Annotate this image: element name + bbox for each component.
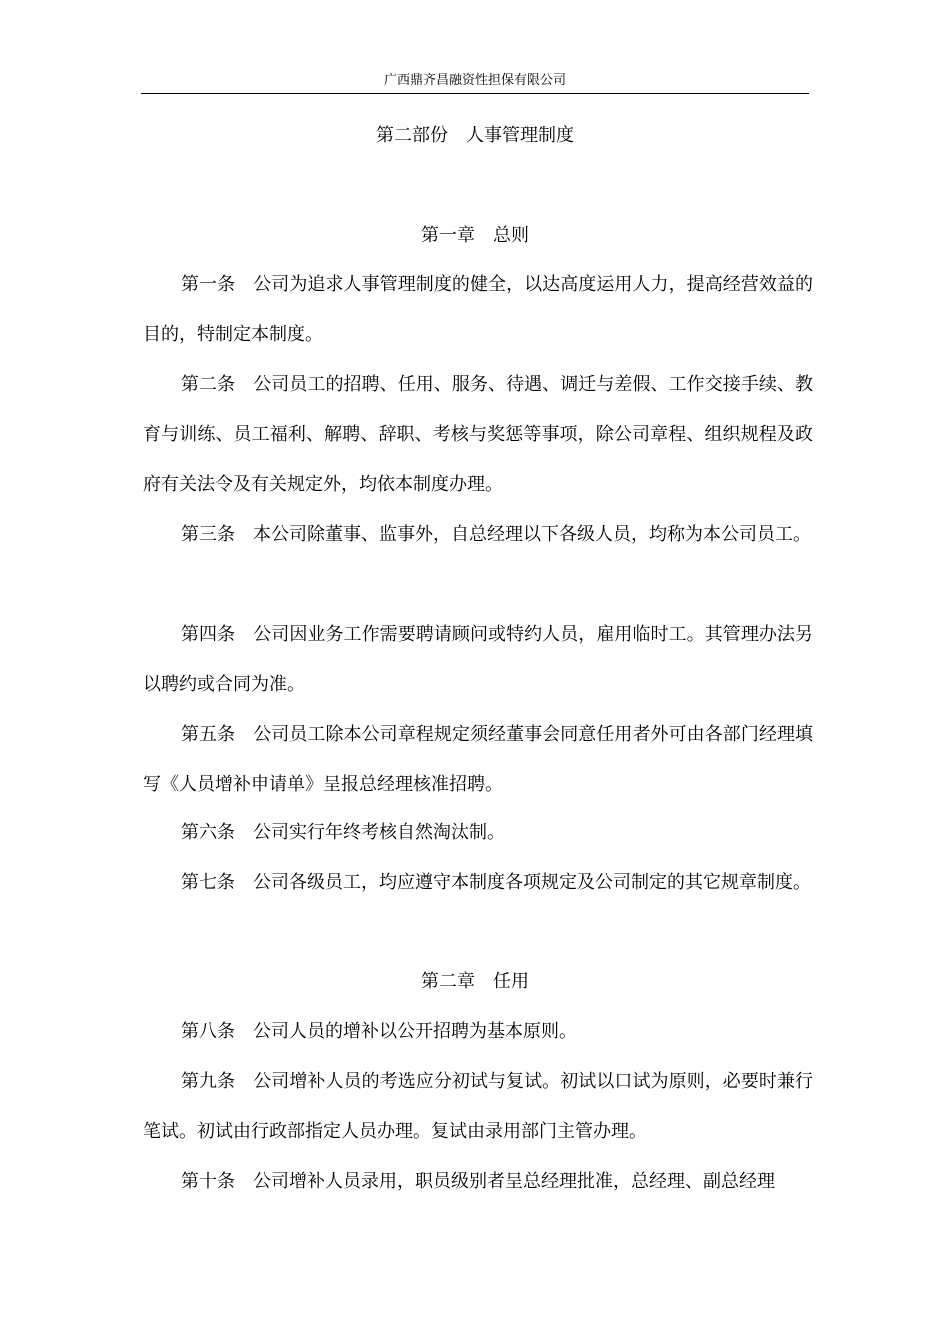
page-header-company: 广西鼎齐昌融资性担保有限公司 — [383, 73, 566, 88]
article-text: 公司增补人员录用，职员级别者呈总经理批准，总经理、副总经理 — [253, 1171, 775, 1192]
article-number: 第九条 — [181, 1071, 236, 1092]
part-title: 第二部份 人事管理制度 — [376, 125, 574, 146]
article-text: 公司各级员工，均应遵守本制度各项规定及公司制定的其它规章制度。 — [253, 872, 811, 893]
article-text: 公司人员的增补以公开招聘为基本原则。 — [253, 1021, 577, 1042]
article-1 — [143, 260, 813, 360]
article-number: 第三条 — [181, 524, 235, 545]
article-4 — [143, 610, 813, 710]
header-divider — [141, 93, 809, 94]
article-text: 公司因业务工作需要聘请顾问或特约人员，雇用临时工。其管理办法另以聘约或合同为准。 — [143, 624, 814, 695]
article-3 — [143, 510, 813, 560]
article-9 — [143, 1057, 813, 1157]
article-number: 第一条 — [181, 274, 236, 295]
article-6 — [143, 808, 813, 858]
chapter-title: 第二章 任用 — [421, 971, 529, 992]
article-7 — [143, 858, 813, 908]
article-text: 公司员工的招聘、任用、服务、待遇、调迁与差假、工作交接手续、教育与训练、员工福利、解聘、辞职、考核与奖惩等事项，除公司章程、组织规程及政府有关法令及有关规定外，均依本制度办理。 — [143, 374, 814, 495]
article-5 — [143, 710, 813, 810]
article-text: 公司为追求人事管理制度的健全，以达高度运用人力，提高经营效益的目的，特制定本制度。 — [143, 274, 814, 345]
article-number: 第五条 — [181, 724, 236, 745]
chapter-title: 第一章 总则 — [421, 225, 529, 246]
article-number: 第二条 — [181, 374, 236, 395]
article-text: 公司实行年终考核自然淘汰制。 — [253, 822, 505, 843]
article-number: 第七条 — [181, 872, 235, 893]
article-number: 第十条 — [181, 1171, 235, 1192]
article-text: 公司增补人员的考选应分初试与复试。初试以口试为原则，必要时兼行笔试。初试由行政部指定人员办理。复试由录用部门主管办理。 — [143, 1071, 814, 1142]
article-number: 第四条 — [181, 624, 236, 645]
article-10 — [143, 1157, 813, 1207]
article-text: 本公司除董事、监事外，自总经理以下各级人员，均称为本公司员工。 — [253, 524, 811, 545]
article-8 — [143, 1007, 813, 1057]
article-number: 第八条 — [181, 1021, 235, 1042]
article-2 — [143, 360, 813, 510]
article-number: 第六条 — [181, 822, 235, 843]
article-text: 公司员工除本公司章程规定须经董事会同意任用者外可由各部门经理填写《人员增补申请单》呈报总经理核准招聘。 — [143, 724, 814, 795]
